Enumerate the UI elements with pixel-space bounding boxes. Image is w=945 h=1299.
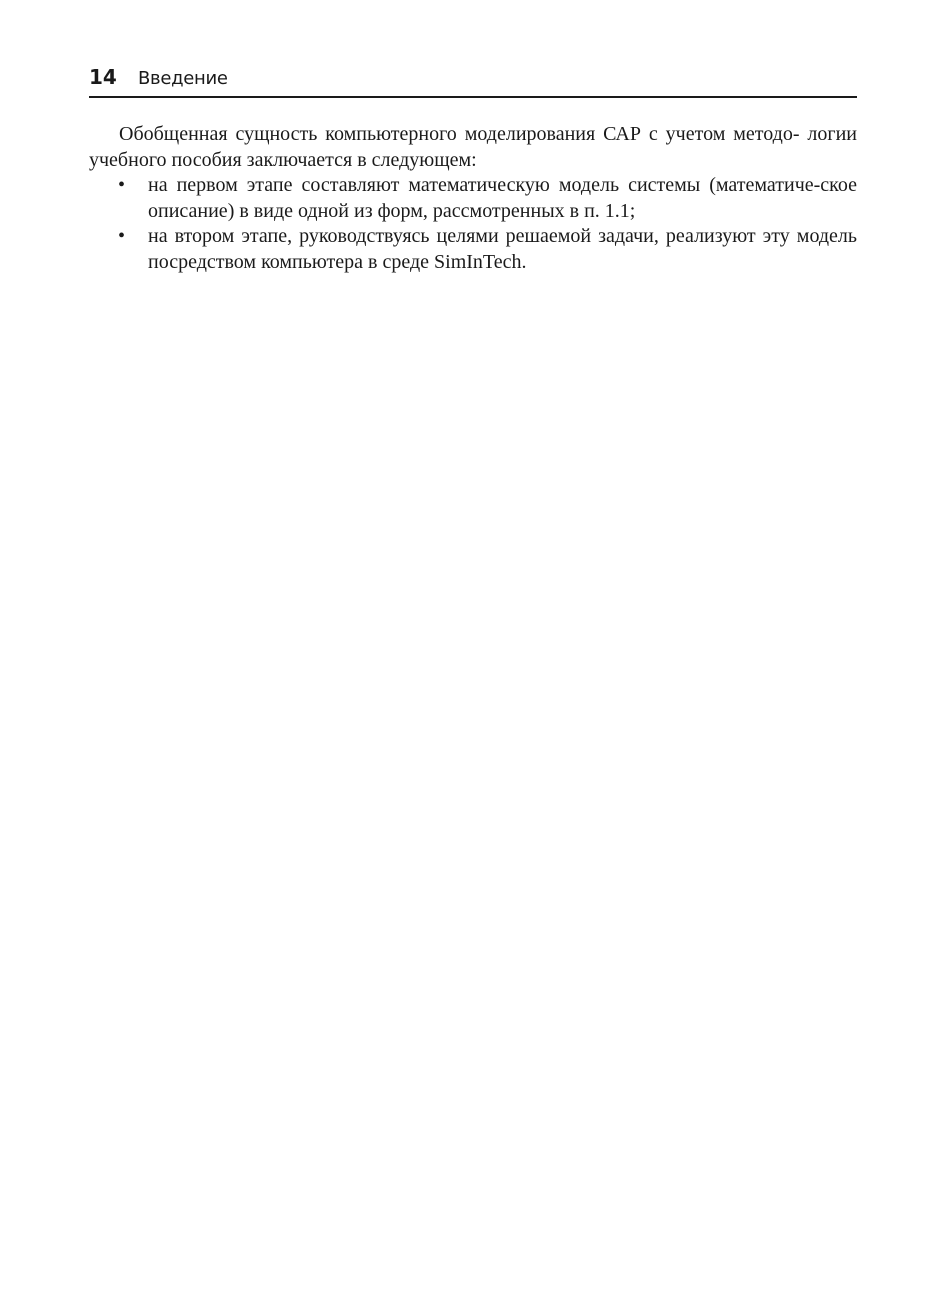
paragraph-line: логии учебного пособия заключается в следующем:	[89, 123, 858, 171]
list-item-text: на первом этапе составляют математическую модель системы (математиче-	[148, 174, 821, 196]
bullet-list	[89, 173, 857, 275]
running-title: Введение	[138, 68, 228, 89]
list-item	[89, 224, 857, 275]
body-text	[89, 122, 857, 275]
list-item-text: модель посредством компьютера в среде SimInTech.	[148, 225, 858, 273]
page-number: 14	[89, 65, 117, 89]
list-item-text: ское описание) в виде одной из форм, рассмотренных в п. 1.1;	[148, 174, 857, 222]
bullet-icon: •	[118, 225, 126, 247]
page-header	[89, 62, 857, 98]
intro-paragraph	[89, 122, 857, 173]
list-item-text: на втором этапе, руководствуясь целями решаемой задачи, реализуют эту	[148, 225, 790, 247]
paragraph-line: Обобщенная сущность компьютерного моделирования САР с учетом методо-	[119, 123, 800, 145]
bullet-icon: •	[118, 174, 126, 196]
list-item	[89, 173, 857, 224]
